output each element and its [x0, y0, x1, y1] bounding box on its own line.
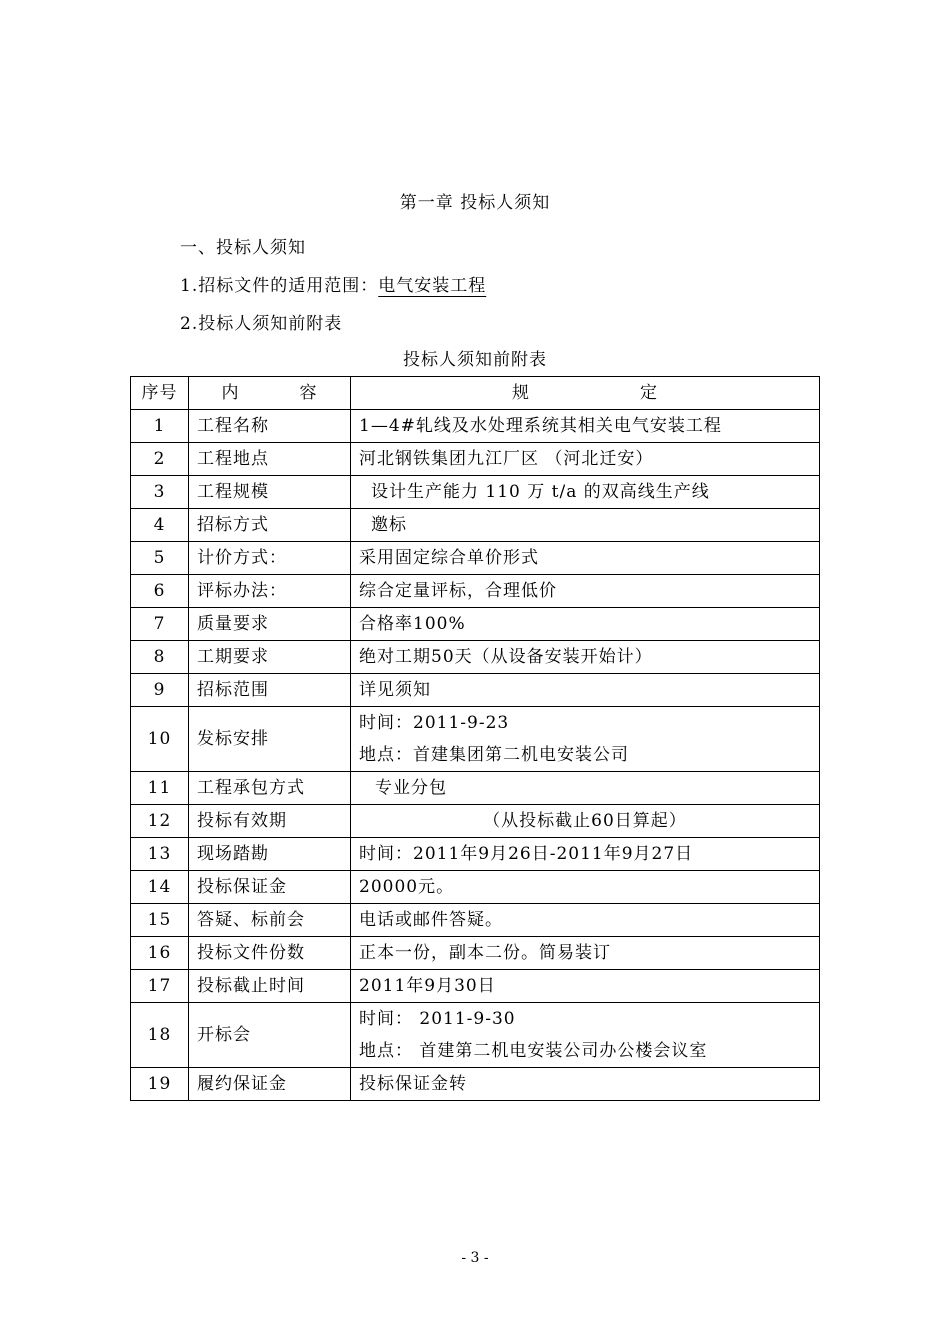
row-no: 7 [131, 608, 189, 641]
table-row [131, 937, 820, 970]
row-rule: 采用固定综合单价形式 [351, 542, 820, 575]
row-no: 8 [131, 641, 189, 674]
row-rule: 电话或邮件答疑。 [351, 904, 820, 937]
row-rule [351, 1003, 820, 1068]
row-no: 11 [131, 772, 189, 805]
row-item: 投标保证金 [189, 871, 351, 904]
row-no: 15 [131, 904, 189, 937]
row-rule: 20000元。 [351, 871, 820, 904]
row-rule: 河北钢铁集团九江厂区 （河北迁安） [351, 443, 820, 476]
row-item: 招标范围 [189, 674, 351, 707]
table-row [131, 410, 820, 443]
row-no: 16 [131, 937, 189, 970]
table-row [131, 805, 820, 838]
table-row [131, 641, 820, 674]
table-row [131, 871, 820, 904]
row-no: 5 [131, 542, 189, 575]
row-no: 14 [131, 871, 189, 904]
header-rule [351, 377, 820, 410]
header-rule-b: 定 [640, 383, 658, 403]
row-rule: 1—4#轧线及水处理系统其相关电气安装工程 [351, 410, 820, 443]
header-content [189, 377, 351, 410]
row-item: 投标有效期 [189, 805, 351, 838]
row-no: 12 [131, 805, 189, 838]
row-item: 工程承包方式 [189, 772, 351, 805]
chapter-title: 第一章 投标人须知 [399, 193, 551, 213]
table-row [131, 1003, 820, 1068]
row-no: 9 [131, 674, 189, 707]
scope-label: 1.招标文件的适用范围： [180, 276, 379, 296]
row-rule [351, 707, 820, 772]
row-item: 招标方式 [189, 509, 351, 542]
table-row [131, 1068, 820, 1101]
row-rule-line1: 时间：2011-9-23 [359, 713, 510, 733]
table-row [131, 443, 820, 476]
row-item: 投标截止时间 [189, 970, 351, 1003]
header-no: 序号 [131, 377, 189, 410]
row-item: 投标文件份数 [189, 937, 351, 970]
row-no: 17 [131, 970, 189, 1003]
row-no: 6 [131, 575, 189, 608]
row-no: 13 [131, 838, 189, 871]
row-no: 19 [131, 1068, 189, 1101]
row-rule: 专业分包 [351, 772, 820, 805]
row-rule: （从投标截止60日算起） [351, 805, 820, 838]
table-row [131, 970, 820, 1003]
table-row [131, 904, 820, 937]
row-rule-line2: 地点：首建集团第二机电安装公司 [359, 745, 629, 765]
table-title: 投标人须知前附表 [403, 350, 547, 370]
table-row [131, 575, 820, 608]
header-content-a: 内 [221, 383, 240, 403]
row-rule: 投标保证金转 [351, 1068, 820, 1101]
row-item: 质量要求 [189, 608, 351, 641]
row-rule-line2: 地点： 首建第二机电安装公司办公楼会议室 [359, 1041, 708, 1061]
row-item: 答疑、标前会 [189, 904, 351, 937]
table-row [131, 838, 820, 871]
scope-value: 电气安装工程 [378, 276, 487, 296]
row-item: 履约保证金 [189, 1068, 351, 1101]
row-no: 18 [131, 1003, 189, 1068]
row-rule: 邀标 [351, 509, 820, 542]
row-rule: 正本一份，副本二份。简易装订 [351, 937, 820, 970]
table-row [131, 707, 820, 772]
row-rule: 2011年9月30日 [351, 970, 820, 1003]
row-no: 2 [131, 443, 189, 476]
row-item: 计价方式： [189, 542, 351, 575]
table-row [131, 674, 820, 707]
header-content-b: 容 [299, 383, 318, 403]
table-header-row [131, 377, 820, 410]
table-row [131, 772, 820, 805]
table-row [131, 542, 820, 575]
row-no: 10 [131, 707, 189, 772]
row-item: 现场踏勘 [189, 838, 351, 871]
section-heading: 一、投标人须知 [180, 238, 306, 258]
scope-line [180, 271, 498, 296]
row-rule: 时间：2011年9月26日-2011年9月27日 [351, 838, 820, 871]
row-no: 1 [131, 410, 189, 443]
row-item: 工程名称 [189, 410, 351, 443]
row-no: 4 [131, 509, 189, 542]
row-item: 评标办法： [189, 575, 351, 608]
row-no: 3 [131, 476, 189, 509]
row-rule: 绝对工期50天（从设备安装开始计） [351, 641, 820, 674]
header-rule-a: 规 [512, 383, 530, 403]
page-number: - 3 - [461, 1250, 489, 1266]
row-item: 工程规模 [189, 476, 351, 509]
appendix-line: 2.投标人须知前附表 [180, 314, 343, 334]
table-row [131, 476, 820, 509]
row-item: 开标会 [189, 1003, 351, 1068]
table-row [131, 509, 820, 542]
appendix-table [130, 376, 820, 1101]
row-item: 发标安排 [189, 707, 351, 772]
row-item: 工程地点 [189, 443, 351, 476]
row-item: 工期要求 [189, 641, 351, 674]
row-rule: 设计生产能力 110 万 t/a 的双高线生产线 [351, 476, 820, 509]
table-row [131, 608, 820, 641]
row-rule: 综合定量评标，合理低价 [351, 575, 820, 608]
row-rule: 详见须知 [351, 674, 820, 707]
row-rule: 合格率100% [351, 608, 820, 641]
row-rule-line1: 时间： 2011-9-30 [359, 1009, 516, 1029]
